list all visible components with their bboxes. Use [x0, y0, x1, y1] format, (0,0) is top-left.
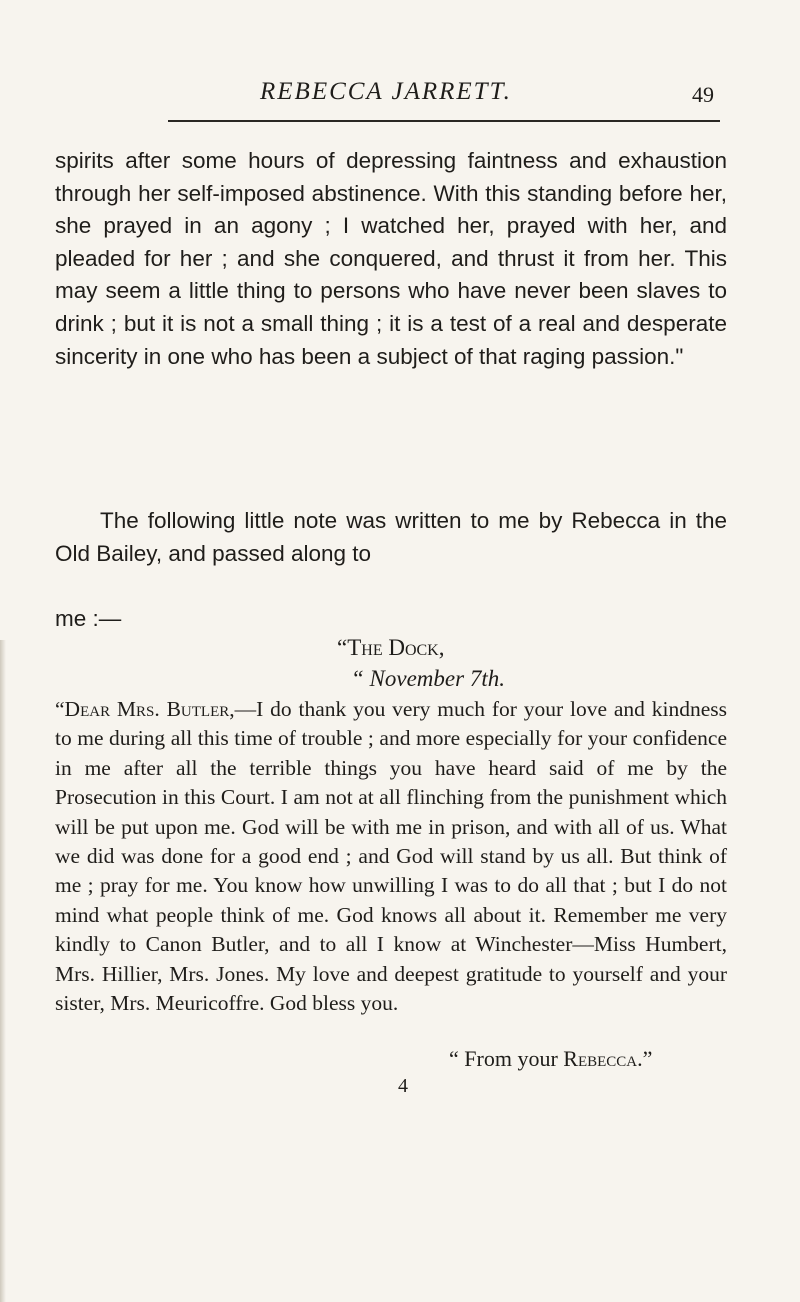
letter-closing: “ From your: [449, 1046, 558, 1071]
header-rule: [168, 120, 720, 122]
letter-signature: Rebecca.”: [563, 1046, 653, 1071]
letter-date: “ November 7th.: [351, 666, 505, 691]
signature-mark: 4: [398, 1075, 408, 1097]
page-number: 49: [692, 82, 714, 107]
running-title: REBECCA JARRETT.: [260, 78, 512, 105]
letter-place: “The Dock,: [337, 635, 445, 660]
body-paragraph-1: spirits after some hours of depressing faintness and exhaustion through her self-imposed abstinence. With this standing before her, she prayed in an agony ; I watched her, prayed with her, and pleaded for her ; and she conquered, and thrust it from her. This may seem a little thing to persons who have never been slaves to drink ; but it is not a small thing ; it is a test of a real and desperate sincerity in one who has been a subject of that raging passion.": [55, 148, 727, 369]
letter-signoff: [55, 1046, 727, 1072]
letter-salutation: “Dear Mrs. Butler,—: [55, 697, 257, 721]
running-header: [160, 72, 720, 112]
body-paragraph-2-end: me :—: [55, 606, 122, 631]
body-paragraph-2: The following little note was written to me by Rebecca in the Old Bailey, and passed along to: [55, 508, 727, 566]
letter-body: [55, 695, 727, 1018]
letter-text: I do thank you very much for your love and kindness to me during all this time of trouble ; and more especially for your confidence in me after all the terrible things you have heard said of me by the Prosecution in this Court. I am not at all flinching from the punishment which will be put upon me. God will be with me in prison, and with all of us. What we did was done for a good end ; and God will stand by us all. But think of me ; pray for me. You know how unwilling I was to do all that ; but I do not mind what people think of me. God knows all about it. Remember me very kindly to Canon Butler, and to all I know at Winchester—Miss Humbert, Mrs. Hillier, Mrs. Jones. My love and deepest gratitude to yourself and your sister, Mrs. Meuricoffre. God bless you.: [55, 697, 727, 1016]
page-edge-shadow: [0, 640, 6, 1302]
